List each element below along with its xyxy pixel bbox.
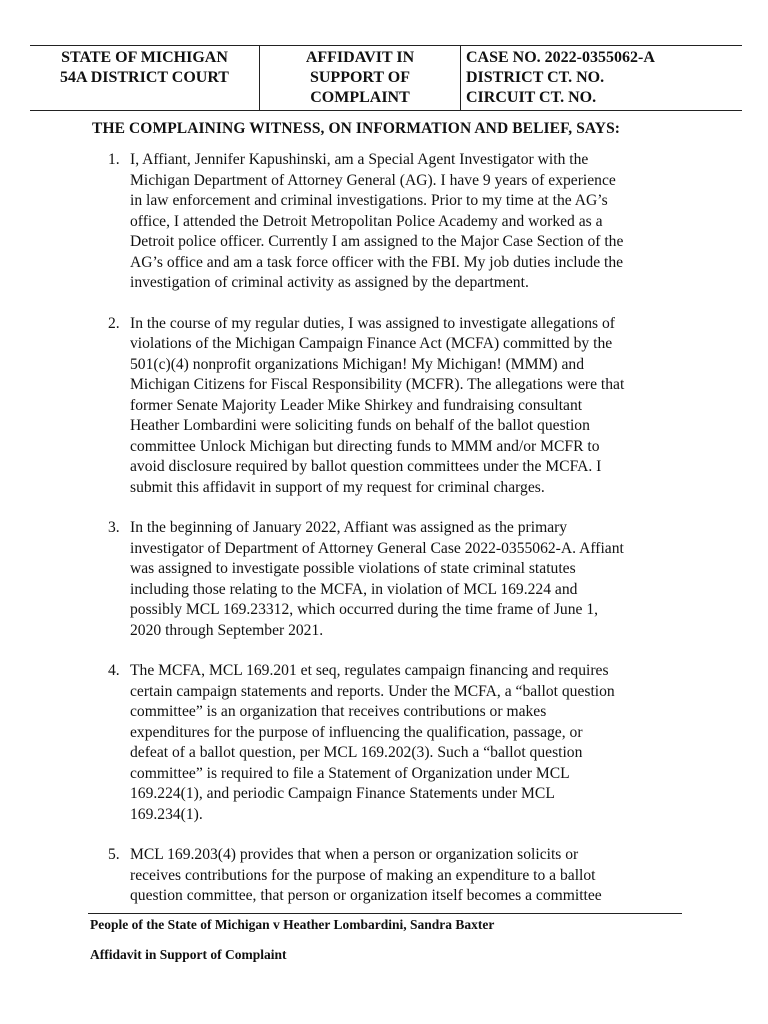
numbered-paragraph bbox=[108, 314, 686, 499]
paragraph-text bbox=[130, 150, 686, 294]
footer-divider bbox=[88, 913, 682, 914]
doc-type-line-3: COMPLAINT bbox=[310, 89, 410, 106]
paragraph-line: question committee, that person or organization itself becomes a committee bbox=[130, 887, 602, 904]
paragraph-line: MCL 169.203(4) provides that when a person or organization solicits or bbox=[130, 846, 579, 863]
paragraph-line: was assigned to investigate possible violations of state criminal statutes bbox=[130, 560, 576, 577]
section-heading: THE COMPLAINING WITNESS, ON INFORMATION AND BELIEF, SAYS: bbox=[92, 120, 621, 137]
court-name: 54A DISTRICT COURT bbox=[60, 69, 229, 86]
case-number: CASE NO. 2022-0355062-A bbox=[466, 49, 655, 66]
paragraph-line: certain campaign statements and reports. Under the MCFA, a “ballot question bbox=[130, 682, 615, 700]
paragraph-line: 169.224(1), and periodic Campaign Finance Statements under MCL bbox=[130, 785, 555, 802]
paragraph-line: In the beginning of January 2022, Affiant was assigned as the primary bbox=[130, 519, 568, 536]
case-header-table bbox=[30, 45, 742, 111]
paragraph-line: Michigan Citizens for Fiscal Responsibility (MCFR). The allegations were that bbox=[130, 376, 625, 393]
paragraph-line: possibly MCL 169.23312, which occurred during the time frame of June 1, bbox=[130, 601, 599, 618]
doc-type-line-1: AFFIDAVIT IN bbox=[305, 49, 415, 66]
numbered-paragraph bbox=[108, 661, 686, 825]
paragraph-number: 4. bbox=[108, 662, 120, 679]
paragraph-line: Michigan Department of Attorney General (AG). I have 9 years of experience bbox=[130, 171, 616, 189]
circuit-ct-number: CIRCUIT CT. NO. bbox=[466, 89, 597, 106]
numbered-paragraph bbox=[108, 150, 686, 294]
paragraph-line: receives contributions for the purpose of making an expenditure to a ballot bbox=[130, 866, 596, 884]
paragraph-line: Heather Lombardini were soliciting funds on behalf of the ballot question bbox=[130, 417, 590, 434]
paragraph-line: expenditures for the purpose of influencing the qualification, passage, or bbox=[130, 723, 583, 741]
case-caption: People of the State of Michigan v Heather Lombardini, Sandra Baxter bbox=[90, 917, 495, 932]
court-state: STATE OF MICHIGAN bbox=[61, 49, 228, 66]
district-ct-number: DISTRICT CT. NO. bbox=[466, 69, 605, 86]
court-cell bbox=[30, 46, 260, 110]
paragraph-text bbox=[130, 518, 686, 641]
paragraph-line: investigation of criminal activity as assigned by the department. bbox=[130, 274, 529, 291]
paragraph-number: 3. bbox=[108, 519, 120, 536]
paragraph-line: committee” is an organization that receives contributions or makes bbox=[130, 703, 547, 720]
numbered-paragraph bbox=[108, 518, 686, 641]
paragraph-line: in law enforcement and criminal investigations. Prior to my time at the AG’s bbox=[130, 192, 608, 209]
paragraph-line: violations of the Michigan Campaign Finance Act (MCFA) committed by the bbox=[130, 335, 613, 352]
paragraph-line: avoid disclosure required by ballot question committees under the MCFA. I bbox=[130, 458, 602, 475]
paragraph-number: 1. bbox=[108, 151, 120, 168]
paragraph-line: submit this affidavit in support of my request for criminal charges. bbox=[130, 478, 545, 496]
paragraph-line: investigator of Department of Attorney General Case 2022-0355062-A. Affiant bbox=[130, 539, 624, 557]
paragraph-line: committee” is required to file a Statement of Organization under MCL bbox=[130, 764, 570, 782]
numbered-paragraph bbox=[108, 845, 686, 907]
paragraph-text bbox=[130, 314, 686, 499]
paragraph-line: defeat of a ballot question, per MCL 169.202(3). Such a “ballot question bbox=[130, 744, 583, 761]
paragraph-line: I, Affiant, Jennifer Kapushinski, am a Special Agent Investigator with the bbox=[130, 151, 589, 168]
paragraph-number: 2. bbox=[108, 314, 120, 332]
paragraph-line: including those relating to the MCFA, in violation of MCL 169.224 and bbox=[130, 580, 578, 598]
paragraph-text bbox=[130, 661, 686, 825]
case-number-cell bbox=[461, 46, 742, 110]
document-title-footer: Affidavit in Support of Complaint bbox=[90, 947, 287, 962]
paragraph-line: former Senate Majority Leader Mike Shirkey and fundraising consultant bbox=[130, 396, 583, 414]
paragraph-line: AG’s office and am a task force officer with the FBI. My job duties include the bbox=[130, 253, 624, 271]
paragraph-line: In the course of my regular duties, I was assigned to investigate allegations of bbox=[130, 314, 616, 332]
paragraph-line: The MCFA, MCL 169.201 et seq, regulates campaign financing and requires bbox=[130, 662, 609, 679]
paragraph-line: Detroit police officer. Currently I am assigned to the Major Case Section of the bbox=[130, 233, 624, 250]
document-type-cell bbox=[260, 46, 461, 110]
paragraph-line: 169.234(1). bbox=[130, 805, 203, 823]
paragraph-line: 2020 through September 2021. bbox=[130, 621, 324, 639]
paragraph-text bbox=[130, 845, 686, 907]
paragraph-line: committee Unlock Michigan but directing funds to MMM and/or MCFR to bbox=[130, 437, 600, 455]
paragraph-line: 501(c)(4) nonprofit organizations Michigan! My Michigan! (MMM) and bbox=[130, 355, 585, 373]
doc-type-line-2: SUPPORT OF bbox=[309, 69, 411, 86]
paragraph-number: 5. bbox=[108, 846, 120, 863]
paragraph-line: office, I attended the Detroit Metropolitan Police Academy and worked as a bbox=[130, 212, 603, 230]
affidavit-body bbox=[108, 150, 686, 927]
